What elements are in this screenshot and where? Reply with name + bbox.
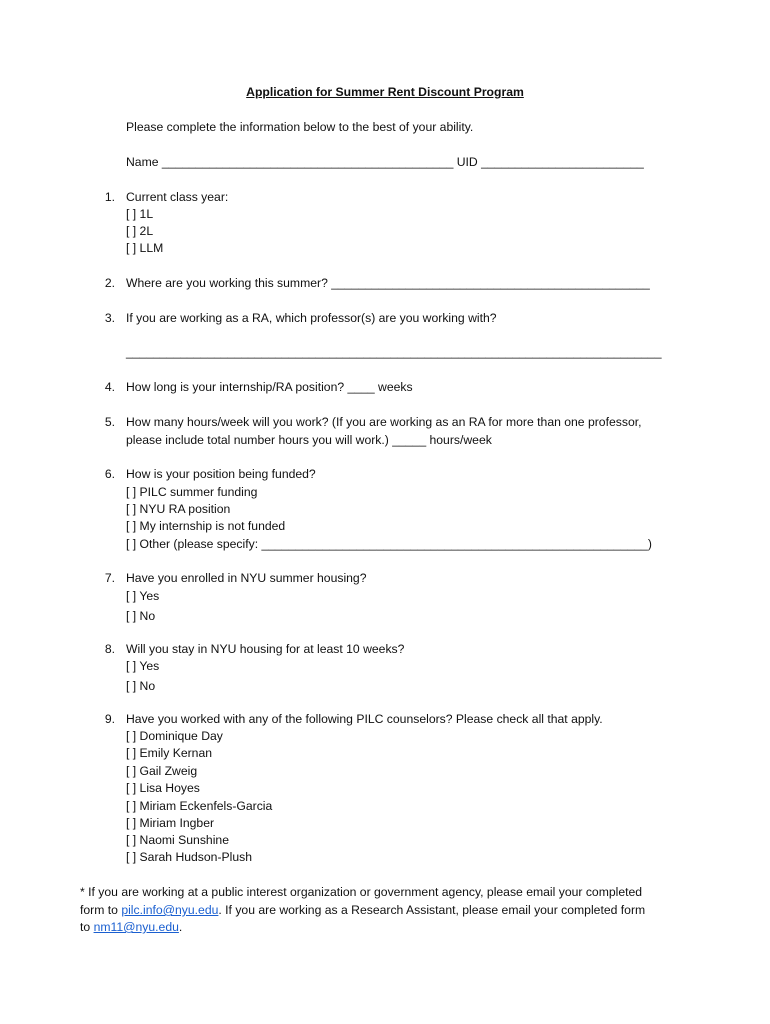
page-title: Application for Summer Rent Discount Program xyxy=(246,85,524,99)
q4-number: 4. xyxy=(104,380,115,394)
q6-text: How is your position being funded? xyxy=(126,467,316,481)
q5-text-cont: please include total number hours you will work.) _____ hours/week xyxy=(126,433,492,447)
q1-option-1l[interactable]: [ ] 1L xyxy=(126,207,154,221)
pilc-email-link[interactable]: pilc.info@nyu.edu xyxy=(121,903,219,917)
nm11-email-link[interactable]: nm11@nyu.edu xyxy=(93,920,179,934)
footer-line-1: * If you are working at a public interest organization or government agency, please email your completed xyxy=(80,885,643,899)
q8-option-no[interactable]: [ ] No xyxy=(126,679,156,693)
q9-option-gail-zweig[interactable]: [ ] Gail Zweig xyxy=(126,764,198,778)
q6-number: 6. xyxy=(104,467,115,481)
q8-number: 8. xyxy=(104,642,115,656)
q6-option-nyu-ra[interactable]: [ ] NYU RA position xyxy=(126,502,231,516)
intro-text: Please complete the information below to the best of your ability. xyxy=(126,120,474,134)
q9-option-miriam-eckenfels-garcia[interactable]: [ ] Miriam Eckenfels-Garcia xyxy=(126,799,273,813)
footer-line-2 xyxy=(80,902,645,919)
footer-line-3-pre: to xyxy=(80,920,94,934)
q8-text: Will you stay in NYU housing for at least 10 weeks? xyxy=(126,642,405,656)
q7-option-yes[interactable]: [ ] Yes xyxy=(126,589,160,603)
q9-number: 9. xyxy=(104,712,115,726)
q1-number: 1. xyxy=(104,190,115,204)
q7-number: 7. xyxy=(104,571,115,585)
q5-number: 5. xyxy=(104,415,115,429)
q9-option-emily-kernan[interactable]: [ ] Emily Kernan xyxy=(126,746,213,760)
q1-text: Current class year: xyxy=(126,190,229,204)
footer-line-2-post: . If you are working as a Research Assistant, please email your completed form xyxy=(218,903,646,917)
q2-number: 2. xyxy=(104,276,115,290)
q7-option-no[interactable]: [ ] No xyxy=(126,609,156,623)
footer-line-3-post: . xyxy=(178,920,183,934)
q8-option-yes[interactable]: [ ] Yes xyxy=(126,659,160,673)
q9-option-dominique-day[interactable]: [ ] Dominique Day xyxy=(126,729,223,743)
q9-text: Have you worked with any of the following PILC counselors? Please check all that apply. xyxy=(126,712,603,726)
q9-option-naomi-sunshine[interactable]: [ ] Naomi Sunshine xyxy=(126,833,229,847)
q9-option-sarah-hudson-plush[interactable]: [ ] Sarah Hudson-Plush xyxy=(126,850,253,864)
q1-option-2l[interactable]: [ ] 2L xyxy=(126,224,154,238)
name-uid-line: Name ___________________________________________ UID ________________________ xyxy=(126,155,644,169)
q6-option-other[interactable]: [ ] Other (please specify: _________________________________________________________) xyxy=(126,537,652,551)
footer-line-3 xyxy=(80,919,182,936)
q3-number: 3. xyxy=(104,311,115,325)
footer-line-2-pre: form to xyxy=(80,903,122,917)
q6-option-pilc[interactable]: [ ] PILC summer funding xyxy=(126,485,258,499)
q3-answer-blank[interactable]: _______________________________________________________________________________ xyxy=(126,345,662,359)
q9-option-lisa-hoyes[interactable]: [ ] Lisa Hoyes xyxy=(126,781,200,795)
q4-text: How long is your internship/RA position? ____ weeks xyxy=(126,380,413,394)
q9-option-miriam-ingber[interactable]: [ ] Miriam Ingber xyxy=(126,816,215,830)
q3-text: If you are working as a RA, which professor(s) are you working with? xyxy=(126,311,497,325)
q2-text: Where are you working this summer? _______________________________________________ xyxy=(126,276,650,290)
q7-text: Have you enrolled in NYU summer housing? xyxy=(126,571,367,585)
q6-option-not-funded[interactable]: [ ] My internship is not funded xyxy=(126,519,286,533)
q1-option-llm[interactable]: [ ] LLM xyxy=(126,241,164,255)
q5-text: How many hours/week will you work? (If you are working as an RA for more than one professor, xyxy=(126,415,642,429)
